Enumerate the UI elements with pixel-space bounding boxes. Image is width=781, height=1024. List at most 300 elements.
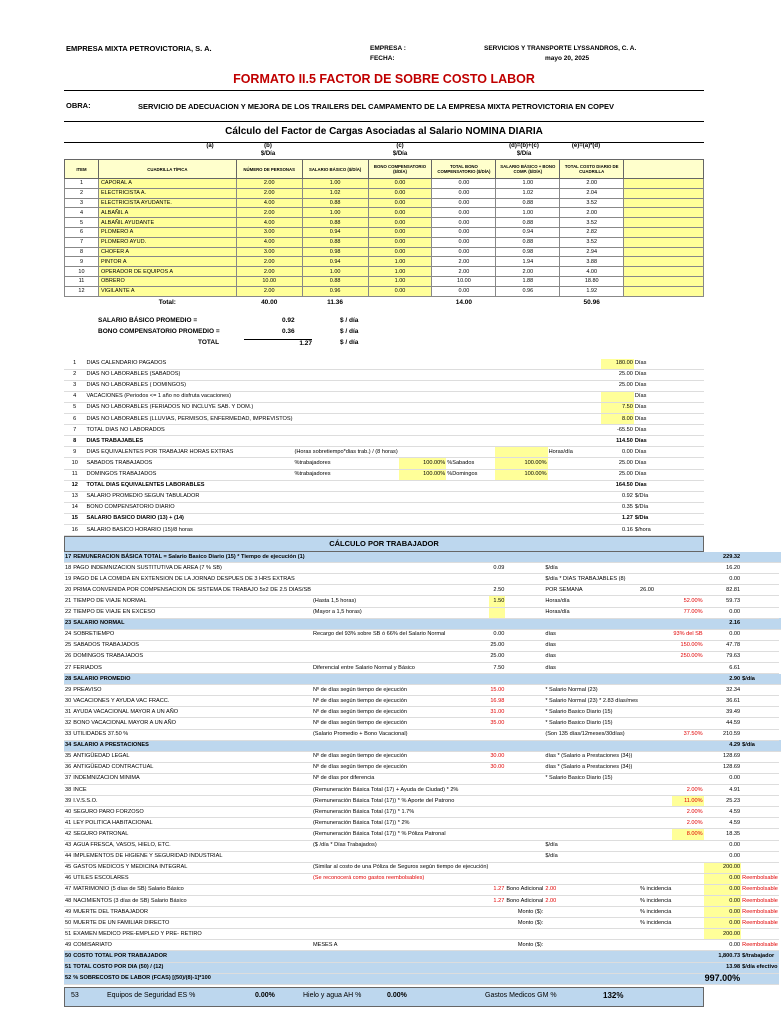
row-basis2	[639, 563, 672, 574]
row-mid: Monto ($):	[505, 907, 544, 918]
row-amount: 25.00	[489, 640, 505, 651]
row-label: DIAS NO LABORABLES (SABADOS)	[85, 369, 293, 380]
crew-header-5: TOTAL BONO COMPENSATORIO ($/DÍA)	[432, 160, 496, 179]
row-mid	[505, 762, 544, 773]
empresa-label: EMPRESA :	[370, 45, 406, 52]
row-basis2	[639, 929, 672, 940]
row-pct	[672, 707, 703, 718]
row-mid	[505, 751, 544, 762]
row-basis: POR SEMANA	[544, 585, 639, 596]
list-item	[64, 414, 704, 425]
list-item	[64, 574, 781, 585]
row-basis: días * (Salario a Prestaciones (34))	[544, 751, 639, 762]
row-basis: días	[544, 640, 639, 651]
row-tag	[741, 840, 779, 851]
row-note: Nº de días según tiempo de ejecución	[312, 751, 489, 762]
row-index: 36	[64, 762, 72, 773]
row-index: 16	[64, 524, 85, 535]
list-item	[64, 818, 781, 829]
row-note	[293, 359, 398, 370]
row-basis: $/día	[544, 840, 639, 851]
row-unit: Días	[634, 447, 704, 458]
list-item	[64, 707, 781, 718]
row-mid	[505, 729, 544, 740]
footer-item: 53	[71, 991, 79, 999]
table-row	[65, 218, 704, 228]
row-mid	[505, 563, 544, 574]
crew-cell: 0.00	[432, 218, 496, 228]
row-label: GASTOS MEDICOS Y MEDICINA INTEGRAL	[72, 862, 312, 873]
row-amount: 2.50	[489, 585, 505, 596]
crew-total-costo: 50.96	[583, 298, 600, 306]
row-index: 18	[64, 563, 72, 574]
row-pct	[672, 851, 703, 862]
row-note	[293, 502, 398, 513]
crew-cell: 4.00	[236, 237, 302, 247]
row-value: 16.20	[704, 563, 742, 574]
crew-cell: 2.00	[236, 257, 302, 267]
row-basis: * Salario Basico Diario (15)	[544, 773, 639, 784]
row-pct2	[495, 380, 548, 391]
row-mid	[505, 651, 544, 662]
row-value: 0.00	[704, 773, 742, 784]
row-value: 36.61	[704, 696, 742, 707]
row-unit: Días	[634, 425, 704, 436]
row-amount: 1.27	[489, 895, 505, 906]
row-value: 25.00	[601, 369, 634, 380]
list-item	[64, 640, 781, 651]
crew-cell: 1.00	[368, 276, 432, 286]
row-basis	[544, 785, 639, 796]
row-value: 0.00	[704, 873, 742, 884]
row-basis	[544, 796, 639, 807]
row-extra1	[446, 402, 495, 413]
row-mid	[505, 629, 544, 640]
row-value	[601, 391, 634, 402]
list-item	[64, 380, 704, 391]
row-pct2	[495, 425, 548, 436]
row-basis: $/día * DIAS TRABAJABLES (8)	[544, 574, 639, 585]
row-amount	[489, 773, 505, 784]
row-basis: * Salario Normal (23)	[544, 685, 639, 696]
row-basis: * Salario Basico Diario (15)	[544, 718, 639, 729]
row-amount	[489, 918, 505, 929]
row-basis: días * (Salario a Prestaciones (34))	[544, 762, 639, 773]
crew-cell: 1.00	[302, 208, 368, 218]
row-pct1	[399, 502, 447, 513]
row-unit: Días	[634, 469, 704, 480]
row-tag: Reembolsable	[741, 873, 779, 884]
row-pct1	[399, 414, 447, 425]
row-index: 21	[64, 596, 72, 607]
row-amount: 1.27	[489, 884, 505, 895]
row-note	[293, 436, 398, 447]
row-tag: Reembolsable	[741, 884, 779, 895]
row-note	[312, 884, 489, 895]
row-label: BONO VACACIONAL MAYOR A UN AÑO	[72, 718, 312, 729]
row-value: 164.50	[601, 480, 634, 491]
row-index: 27	[64, 663, 72, 674]
list-item	[64, 663, 781, 674]
row-basis: * Salario Normal (23) * 2.83 días/mes	[544, 696, 639, 707]
list-item	[64, 873, 781, 884]
table-row	[65, 286, 704, 296]
row-note	[312, 640, 489, 651]
row-pct2	[495, 491, 548, 502]
crew-cell: 0.00	[368, 188, 432, 198]
list-item	[64, 469, 704, 480]
row-mid: Monto ($):	[505, 940, 544, 951]
row-amount	[489, 873, 505, 884]
row-tag	[741, 851, 779, 862]
row-index: 35	[64, 751, 72, 762]
table-row	[65, 188, 704, 198]
list-item	[64, 785, 781, 796]
crew-cell: OBRERO	[98, 276, 236, 286]
row-pct: 8.00%	[672, 829, 703, 840]
crew-cell: PLOMERO AYUD.	[98, 237, 236, 247]
row-note: MESES A	[312, 940, 489, 951]
row-pct	[672, 773, 703, 784]
list-item	[64, 369, 704, 380]
row-tag	[741, 696, 779, 707]
row-amount	[489, 907, 505, 918]
row-index: 40	[64, 807, 72, 818]
crew-total-blank	[368, 296, 432, 309]
list-item	[64, 447, 704, 458]
row-label: SABADOS TRABAJADOS	[85, 458, 293, 469]
row-label: DIAS NO LABORABLES ( DOMINGOS)	[85, 380, 293, 391]
row-mid	[505, 718, 544, 729]
crew-cell: 0.94	[496, 227, 560, 237]
row-note: Nº de días por diferencia	[312, 773, 489, 784]
row-note: %trabajadores	[293, 458, 398, 469]
row-amount: 30.00	[489, 751, 505, 762]
row-value: 0.00	[704, 918, 742, 929]
crew-header-3: SALARIO BÁSICO ($/DÍA)	[302, 160, 368, 179]
row-basis	[544, 873, 639, 884]
crew-cell: 9	[65, 257, 99, 267]
row-pct2	[495, 402, 548, 413]
row-index: 15	[64, 513, 85, 524]
crew-cell: 4.00	[560, 267, 624, 277]
row-index: 46	[64, 873, 72, 884]
row-amount: 16.98	[489, 696, 505, 707]
row-value: 25.23	[704, 796, 742, 807]
crew-cell: 0.00	[432, 227, 496, 237]
list-item	[64, 762, 781, 773]
row-value: 32.34	[704, 685, 742, 696]
crew-cell: 2.00	[496, 267, 560, 277]
row-extra2: Horas/día	[548, 447, 601, 458]
row-note: (Remuneración Básica Total (17)) * 2%	[312, 818, 489, 829]
tot-unit: $ / día	[340, 338, 359, 346]
row-basis2	[639, 940, 672, 951]
row-label: SABADOS TRABAJADOS	[72, 640, 312, 651]
row-tag: Reembolsable	[741, 895, 779, 906]
row-extra2	[548, 414, 601, 425]
list-item	[64, 685, 781, 696]
row-pct1	[399, 491, 447, 502]
total-row	[64, 951, 781, 962]
row-index: 51	[64, 962, 72, 973]
list-item	[64, 940, 781, 951]
crew-spacer	[624, 208, 704, 218]
crew-cell: 0.00	[432, 208, 496, 218]
row-label: MUERTE DEL TRABAJADOR	[72, 907, 489, 918]
row-value: 1.27	[601, 513, 634, 524]
row-label: I.V.S.S.O.	[72, 796, 312, 807]
row-extra1	[446, 502, 495, 513]
row-amount	[489, 829, 505, 840]
row-pct1: 100.00%	[399, 458, 447, 469]
row-value: 18.35	[704, 829, 742, 840]
crew-cell: 3	[65, 198, 99, 208]
row-note	[293, 524, 398, 535]
row-pct: 2.00%	[672, 785, 703, 796]
section-row	[64, 618, 781, 629]
row-unit: Días	[634, 436, 704, 447]
row-pct1	[399, 513, 447, 524]
row-pct2	[495, 359, 548, 370]
row-note: Nº de días según tiempo de ejecución	[312, 718, 489, 729]
sb-value: 0.92	[282, 316, 295, 324]
row-note: %trabajadores	[293, 469, 398, 480]
row-extra2	[548, 380, 601, 391]
row-unit	[741, 618, 779, 629]
row-extra1: %Sabados	[446, 458, 495, 469]
row-index: 6	[64, 414, 85, 425]
row-extra2	[548, 359, 601, 370]
row-index: 49	[64, 907, 72, 918]
row-basis2: % incidencia	[639, 907, 672, 918]
list-item	[64, 607, 781, 618]
row-label: DIAS NO LABORABLES (FERIADOS NO INCLUYE SAB. Y DOM.)	[85, 402, 293, 413]
row-index: 43	[64, 840, 72, 851]
row-tag	[741, 729, 779, 740]
row-tag: Reembolsable	[741, 940, 779, 951]
crew-total-row	[65, 296, 704, 309]
crew-cell: 1.00	[496, 179, 560, 189]
crew-cell: 0.96	[302, 286, 368, 296]
crew-cell: 0.88	[496, 237, 560, 247]
crew-cell: 1.00	[496, 208, 560, 218]
row-index: 5	[64, 402, 85, 413]
list-item	[64, 491, 704, 502]
crew-spacer	[624, 218, 704, 228]
row-pct1: 100.00%	[399, 469, 447, 480]
row-label: SALARIO NORMAL	[72, 618, 703, 629]
crew-cell: 1.00	[302, 267, 368, 277]
row-pct	[672, 895, 703, 906]
row-value: 47.78	[704, 640, 742, 651]
sb-unit: $ / día	[340, 316, 359, 324]
empresa-value: SERVICIOS Y TRANSPORTE LYSSANDROS, C. A.	[484, 45, 637, 52]
col-d: (d)=(b)+(c)	[509, 143, 539, 149]
crew-cell: 0.00	[368, 218, 432, 228]
row-basis	[544, 940, 639, 951]
row-tag	[741, 718, 779, 729]
col-b-unit: $/Día	[260, 151, 276, 157]
row-extra1	[446, 414, 495, 425]
row-value: 0.00	[704, 851, 742, 862]
crew-cell: 0.00	[432, 247, 496, 257]
row-pct2: 100.00%	[495, 458, 548, 469]
row-label: TOTAL COSTO POR DIA (50) / (12)	[72, 962, 703, 973]
row-note: ($ /día * Días Trabajados)	[312, 840, 489, 851]
row-index: 3	[64, 380, 85, 391]
section-row	[64, 552, 781, 563]
row-tag	[741, 796, 779, 807]
row-note: Nº de días según tiempo de ejecución	[312, 696, 489, 707]
row-extra2	[548, 502, 601, 513]
row-mid	[505, 574, 544, 585]
row-label: TIEMPO DE VIAJE NORMAL	[72, 596, 312, 607]
list-item	[64, 851, 781, 862]
crew-header-7: TOTAL COSTO DIARIO DE CUADRILLA	[560, 160, 624, 179]
row-basis: Horas/día	[544, 596, 639, 607]
list-item	[64, 359, 704, 370]
crew-cell: 0.00	[432, 198, 496, 208]
row-mid	[505, 873, 544, 884]
list-item	[64, 402, 704, 413]
crew-cell: ALBAÑIL A	[98, 208, 236, 218]
row-extra2	[548, 425, 601, 436]
row-index: 31	[64, 707, 72, 718]
row-basis2	[639, 862, 672, 873]
row-note	[293, 369, 398, 380]
crew-cell: 2.00	[560, 208, 624, 218]
row-index: 2	[64, 369, 85, 380]
list-item	[64, 829, 781, 840]
row-label: DIAS CALENDARIO PAGADOS	[85, 359, 293, 370]
list-item	[64, 718, 781, 729]
row-note: (Mayor a 1,5 horas)	[312, 607, 489, 618]
row-label: SALARIO BASICO DIARIO (13) + (14)	[85, 513, 293, 524]
row-label: SEGURO PATRONAL	[72, 829, 312, 840]
crew-cell: 0.00	[368, 286, 432, 296]
crew-spacer	[624, 237, 704, 247]
col-e: (e)=(a)*(d)	[571, 143, 601, 149]
footer-ah-label: Hielo y agua AH %	[303, 991, 362, 999]
crew-cell: 3.52	[560, 198, 624, 208]
row-index: 32	[64, 718, 72, 729]
footer-bar	[64, 987, 704, 1007]
crew-cell: 0.88	[302, 237, 368, 247]
row-amount	[489, 785, 505, 796]
fecha-value: mayo 20, 2025	[545, 55, 590, 62]
row-basis2	[639, 685, 672, 696]
list-item	[64, 862, 781, 873]
row-value: 997.00%	[704, 973, 741, 984]
row-value: 229.32	[704, 552, 742, 563]
row-unit: Días	[634, 359, 704, 370]
row-index: 29	[64, 685, 72, 696]
row-note	[293, 391, 398, 402]
crew-spacer	[624, 276, 704, 286]
row-note: Nº de días según tiempo de ejecución	[312, 685, 489, 696]
row-pct: 52.00%	[672, 596, 703, 607]
row-extra2	[548, 480, 601, 491]
crew-total-blank	[496, 296, 560, 309]
row-label: UTILES ESCOLARES	[72, 873, 312, 884]
row-index: 42	[64, 829, 72, 840]
row-index: 1	[64, 359, 85, 370]
row-amount	[489, 818, 505, 829]
row-pct1	[399, 359, 447, 370]
list-item	[64, 596, 781, 607]
row-note	[293, 414, 398, 425]
row-label: AGUA FRESCA, VASOS, HIELO, ETC.	[72, 840, 312, 851]
row-pct	[672, 907, 703, 918]
list-item	[64, 929, 781, 940]
row-pct	[672, 563, 703, 574]
crew-cell: 2.00	[560, 179, 624, 189]
row-amount	[489, 851, 505, 862]
detail-table-a	[64, 359, 704, 537]
row-label: DIAS EQUIVALENTES POR TRABAJAR HORAS EXTRAS	[85, 447, 293, 458]
row-amount: 30.00	[489, 762, 505, 773]
row-basis: $/día	[544, 851, 639, 862]
row-pct	[672, 696, 703, 707]
row-note	[293, 491, 398, 502]
row-tag	[741, 563, 779, 574]
row-extra2	[548, 491, 601, 502]
crew-cell: 0.00	[368, 208, 432, 218]
row-label: DIAS NO LABORABLES (LLUVIAS, PERMISOS, ENFERMEDAD, IMPREVISTOS)	[85, 414, 293, 425]
row-note: Recargo del 93% sobre SB ó 66% del Salario Normal	[312, 629, 489, 640]
row-mid	[505, 840, 544, 851]
col-a: (a)	[206, 143, 214, 149]
row-index: 9	[64, 447, 85, 458]
row-amount: 7.50	[489, 663, 505, 674]
obra-label: OBRA:	[66, 101, 91, 110]
crew-cell: 0.00	[432, 179, 496, 189]
row-extra1	[446, 425, 495, 436]
crew-cell: 0.00	[432, 237, 496, 247]
list-item	[64, 796, 781, 807]
row-pct2	[495, 480, 548, 491]
row-pct1	[399, 402, 447, 413]
row-note	[312, 651, 489, 662]
bc-label: BONO COMPENSATORIO PROMEDIO =	[98, 327, 220, 335]
row-value: 0.00	[704, 884, 742, 895]
row-basis2	[639, 651, 672, 662]
row-basis	[544, 807, 639, 818]
row-pct2	[495, 391, 548, 402]
row-amount	[489, 729, 505, 740]
row-label: REMUNERACION BÁSICA TOTAL = Salario Basico Diario (15) * Tiempo de ejecución (1)	[72, 552, 703, 563]
crew-cell: 0.96	[496, 286, 560, 296]
row-basis	[544, 907, 639, 918]
list-item	[64, 807, 781, 818]
row-pct	[672, 873, 703, 884]
crew-cell: 1.92	[560, 286, 624, 296]
row-pct	[672, 918, 703, 929]
crew-header-spacer	[624, 160, 704, 179]
row-value: 0.00	[704, 574, 742, 585]
crew-cell: 0.88	[496, 198, 560, 208]
row-basis2	[639, 729, 672, 740]
crew-header-1: CUADRILLA TÍPICA	[98, 160, 236, 179]
list-item	[64, 629, 781, 640]
row-mid	[505, 829, 544, 840]
row-tag	[741, 651, 779, 662]
crew-header-0: ITEM	[65, 160, 99, 179]
crew-cell: 2.00	[236, 188, 302, 198]
list-item	[64, 425, 704, 436]
col-d-unit: $/Día	[516, 151, 532, 157]
